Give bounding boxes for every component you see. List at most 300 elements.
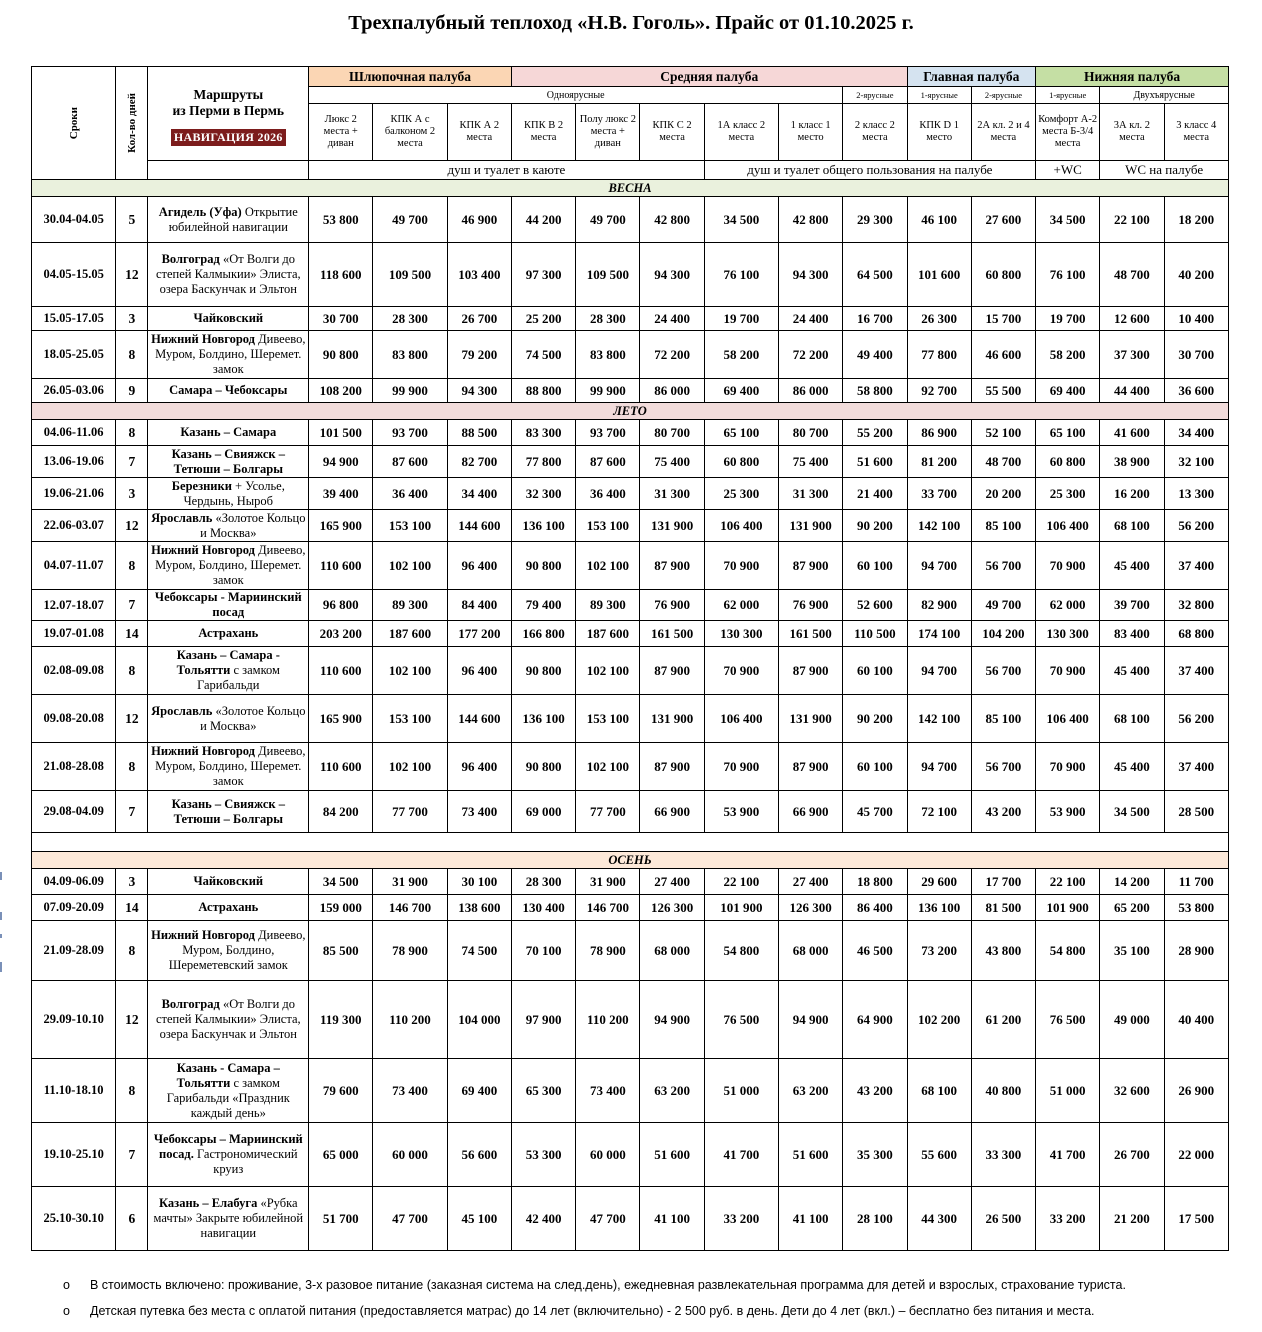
facilities-empty [148,161,309,180]
price-cell: 90 800 [511,542,575,590]
table-row [32,1059,1229,1123]
price-cell: 33 200 [1036,1187,1100,1251]
price-cell: 110 200 [373,981,447,1059]
cabin-class-header: КПК С 2 места [640,104,704,161]
price-cell: 61 200 [971,981,1035,1059]
price-cell: 84 400 [447,590,511,621]
price-cell: 102 100 [576,743,640,791]
price-cell: 87 600 [576,446,640,478]
price-cell: 35 100 [1100,921,1164,981]
price-cell: 58 800 [843,379,907,403]
price-cell: 130 300 [1036,621,1100,647]
price-cell: 88 500 [447,420,511,446]
price-cell: 60 000 [576,1123,640,1187]
price-cell: 53 800 [1164,895,1228,921]
price-cell: 102 200 [907,981,971,1059]
route-main: Волгоград [161,252,220,266]
price-cell: 41 600 [1100,420,1164,446]
price-cell: 90 200 [843,510,907,542]
price-cell: 26 900 [1164,1059,1228,1123]
price-cell: 136 100 [907,895,971,921]
price-cell: 37 400 [1164,542,1228,590]
price-cell: 131 900 [779,695,843,743]
page-title: Трехпалубный теплоход «Н.В. Гоголь». Прайс от 01.10.2025 г. [348,12,914,34]
price-cell: 136 100 [511,510,575,542]
route-details: Дивеево, Муром, Болдино, Шеремет. замок [155,744,306,788]
price-cell: 24 400 [779,307,843,331]
table-row [32,921,1229,981]
price-cell: 22 100 [704,869,778,895]
table-row [32,420,1229,446]
cruise-days: 9 [116,379,148,403]
cruise-days: 3 [116,869,148,895]
price-cell: 80 700 [779,420,843,446]
price-cell: 106 400 [1036,510,1100,542]
price-cell: 48 700 [1100,243,1164,307]
price-cell: 68 800 [1164,621,1228,647]
price-cell: 43 200 [971,791,1035,833]
price-cell: 42 800 [640,197,704,243]
price-cell: 94 300 [640,243,704,307]
price-table [31,66,1229,1251]
route-main: Березники [171,478,232,493]
price-cell: 63 200 [779,1059,843,1123]
price-cell: 80 700 [640,420,704,446]
price-cell: 64 900 [843,981,907,1059]
price-cell: 76 500 [704,981,778,1059]
price-cell: 27 400 [779,869,843,895]
price-cell: 65 300 [511,1059,575,1123]
table-row [32,647,1229,695]
price-cell: 73 400 [373,1059,447,1123]
deck-header-row [32,67,1229,87]
price-cell: 72 200 [779,331,843,379]
price-cell: 161 500 [640,621,704,647]
price-cell: 130 300 [704,621,778,647]
price-cell: 69 400 [447,1059,511,1123]
price-cell: 96 400 [447,743,511,791]
price-cell: 56 200 [1164,695,1228,743]
price-cell: 65 100 [704,420,778,446]
price-cell: 102 100 [373,743,447,791]
price-cell: 32 100 [1164,446,1228,478]
price-cell: 41 100 [640,1187,704,1251]
left-edge-marker [0,912,2,920]
route-main: Чайковский [193,311,264,325]
table-row [32,331,1229,379]
berth-group: 1-ярусные [907,87,971,104]
cruise-route [148,542,309,590]
price-cell: 51 600 [843,446,907,478]
cruise-route [148,695,309,743]
cruise-dates: 26.05-03.06 [32,379,116,403]
price-cell: 203 200 [309,621,373,647]
notes-list [63,1272,1126,1324]
price-cell: 44 200 [511,197,575,243]
cruise-dates: 02.08-09.08 [32,647,116,695]
price-cell: 130 400 [511,895,575,921]
price-cell: 39 400 [309,478,373,510]
cruise-dates: 22.06-03.07 [32,510,116,542]
cruise-route [148,1059,309,1123]
price-cell: 49 000 [1100,981,1164,1059]
route-main: Ярославль [151,510,213,525]
price-cell: 18 800 [843,869,907,895]
price-cell: 87 600 [373,446,447,478]
price-cell: 17 700 [971,869,1035,895]
price-cell: 10 400 [1164,307,1228,331]
price-cell: 92 700 [907,379,971,403]
cruise-route [148,243,309,307]
route-details: Дивеево, Муром, Болдино, Шереметевский замок [168,928,306,972]
price-cell: 56 700 [971,542,1035,590]
price-cell: 76 500 [1036,981,1100,1059]
price-cell: 106 400 [704,510,778,542]
price-cell: 29 600 [907,869,971,895]
price-cell: 159 000 [309,895,373,921]
price-cell: 110 500 [843,621,907,647]
price-cell: 77 700 [373,791,447,833]
price-cell: 146 700 [373,895,447,921]
price-cell: 79 400 [511,590,575,621]
cruise-dates: 29.09-10.10 [32,981,116,1059]
route-main: Нижний Новгород [151,543,256,557]
price-cell: 136 100 [511,695,575,743]
price-cell: 96 400 [447,647,511,695]
price-cell: 31 900 [576,869,640,895]
price-cell: 83 800 [576,331,640,379]
price-cell: 41 700 [1036,1123,1100,1187]
price-cell: 94 900 [309,446,373,478]
price-cell: 33 300 [971,1123,1035,1187]
price-cell: 90 800 [511,743,575,791]
price-cell: 65 100 [1036,420,1100,446]
price-cell: 46 500 [843,921,907,981]
price-cell: 16 700 [843,307,907,331]
price-cell: 44 400 [1100,379,1164,403]
price-cell: 51 700 [309,1187,373,1251]
price-cell: 70 900 [704,542,778,590]
price-cell: 28 300 [576,307,640,331]
price-cell: 165 900 [309,510,373,542]
price-cell: 94 900 [779,981,843,1059]
price-cell: 102 100 [373,542,447,590]
route-details: Дивеево, Муром, Болдино, Шеремет. замок [155,332,306,376]
price-cell: 47 700 [373,1187,447,1251]
price-cell: 106 400 [1036,695,1100,743]
cruise-dates: 25.10-30.10 [32,1187,116,1251]
price-cell: 82 700 [447,446,511,478]
season-label: ОСЕНЬ [32,852,1229,869]
spacer-row [32,833,1229,852]
route-details: «Золотое Кольцо и Москва» [200,703,306,733]
days-column-header: Кол-во дней [116,67,148,180]
deck-header-boat: Шлюпочная палуба [309,67,512,87]
cabin-class-header: КПК В 2 места [511,104,575,161]
facility-label: душ и туалет общего пользования на палубе [704,161,1035,180]
price-cell: 101 900 [1036,895,1100,921]
berth-group: Одноярусные [309,87,843,104]
price-cell: 72 200 [640,331,704,379]
price-cell: 94 700 [907,647,971,695]
price-cell: 28 500 [1164,791,1228,833]
bullet-icon: o [63,1278,70,1292]
price-cell: 68 000 [640,921,704,981]
price-cell: 21 200 [1100,1187,1164,1251]
price-cell: 62 000 [704,590,778,621]
table-row [32,510,1229,542]
price-cell: 83 800 [373,331,447,379]
price-cell: 52 100 [971,420,1035,446]
cruise-dates: 13.06-19.06 [32,446,116,478]
price-cell: 96 800 [309,590,373,621]
price-cell: 33 200 [704,1187,778,1251]
note-item: o Детская путевка без места с оплатой питания (предоставляется матрас) до 14 лет (включительно) - 2 500 руб. в день. Дети до 4 лет (вкл.) – бесплатно без питания и места. [63,1298,1126,1324]
price-cell: 60 100 [843,542,907,590]
price-cell: 55 500 [971,379,1035,403]
price-cell: 26 700 [1100,1123,1164,1187]
cruise-route [148,1123,309,1187]
cruise-days: 12 [116,981,148,1059]
price-cell: 78 900 [373,921,447,981]
season-row [32,180,1229,197]
deck-header-middle: Средняя палуба [511,67,907,87]
table-row [32,478,1229,510]
cruise-days: 14 [116,895,148,921]
price-cell: 86 000 [779,379,843,403]
price-cell: 70 900 [704,743,778,791]
price-cell: 177 200 [447,621,511,647]
price-cell: 153 100 [576,695,640,743]
price-cell: 49 700 [971,590,1035,621]
price-cell: 131 900 [640,695,704,743]
table-row [32,307,1229,331]
cabin-class-header: Полу люкс 2 места + диван [576,104,640,161]
price-cell: 89 300 [576,590,640,621]
berth-group: Двухъярусные [1100,87,1229,104]
price-cell: 56 200 [1164,510,1228,542]
table-row [32,542,1229,590]
price-cell: 126 300 [640,895,704,921]
price-cell: 28 300 [373,307,447,331]
price-cell: 60 100 [843,647,907,695]
price-cell: 73 400 [576,1059,640,1123]
price-cell: 76 900 [640,590,704,621]
price-cell: 65 200 [1100,895,1164,921]
cruise-dates: 19.06-21.06 [32,478,116,510]
price-cell: 40 800 [971,1059,1035,1123]
price-cell: 54 800 [704,921,778,981]
price-cell: 41 700 [704,1123,778,1187]
route-main: Астрахань [198,900,259,914]
cruise-days: 7 [116,1123,148,1187]
cruise-route [148,1187,309,1251]
price-cell: 34 500 [309,869,373,895]
deck-header-main: Главная палуба [907,67,1036,87]
cabin-class-header: 2А кл. 2 и 4 места [971,104,1035,161]
price-cell: 26 700 [447,307,511,331]
price-cell: 70 900 [704,647,778,695]
price-cell: 138 600 [447,895,511,921]
route-details: Открытие юбилейной навигации [168,204,298,234]
price-table-body [32,180,1229,1251]
price-cell: 45 400 [1100,542,1164,590]
price-cell: 46 600 [971,331,1035,379]
cruise-route [148,197,309,243]
price-cell: 60 000 [373,1123,447,1187]
price-cell: 35 300 [843,1123,907,1187]
spacer-cell [32,833,1229,852]
price-cell: 18 200 [1164,197,1228,243]
price-cell: 49 400 [843,331,907,379]
price-cell: 33 700 [907,478,971,510]
price-cell: 22 100 [1100,197,1164,243]
cruise-dates: 21.09-28.09 [32,921,116,981]
cabin-class-header: КПК А с балконом 2 места [373,104,447,161]
price-cell: 101 900 [704,895,778,921]
cabin-class-header: КПК D 1 место [907,104,971,161]
cruise-dates: 19.10-25.10 [32,1123,116,1187]
cruise-route [148,379,309,403]
price-cell: 53 900 [704,791,778,833]
price-cell: 54 800 [1036,921,1100,981]
price-cell: 86 400 [843,895,907,921]
route-main: Нижний Новгород [151,332,256,346]
price-cell: 144 600 [447,510,511,542]
route-details: «Золотое Кольцо и Москва» [200,510,306,540]
price-cell: 70 900 [1036,743,1100,791]
cruise-dates: 04.05-15.05 [32,243,116,307]
price-cell: 17 500 [1164,1187,1228,1251]
price-cell: 153 100 [576,510,640,542]
season-label: ВЕСНА [32,180,1229,197]
price-cell: 12 600 [1100,307,1164,331]
price-cell: 29 300 [843,197,907,243]
table-row [32,590,1229,621]
price-cell: 25 300 [1036,478,1100,510]
price-cell: 36 400 [373,478,447,510]
table-row [32,379,1229,403]
price-cell: 56 700 [971,647,1035,695]
price-cell: 25 200 [511,307,575,331]
route-main: Чайковский [193,874,264,888]
price-cell: 53 800 [309,197,373,243]
table-row [32,869,1229,895]
price-cell: 103 400 [447,243,511,307]
price-cell: 97 300 [511,243,575,307]
cruise-route [148,331,309,379]
price-cell: 108 200 [309,379,373,403]
route-main: Казань – Свияжск – Тетюши – Болгары [171,446,286,476]
price-cell: 42 400 [511,1187,575,1251]
cruise-days: 8 [116,542,148,590]
cruise-days: 8 [116,331,148,379]
left-edge-marker [0,962,2,972]
price-cell: 85 100 [971,510,1035,542]
price-cell: 30 700 [309,307,373,331]
price-cell: 74 500 [447,921,511,981]
price-cell: 45 400 [1100,647,1164,695]
route-main: Чебоксары - Мариинский посад [154,590,302,619]
price-cell: 32 300 [511,478,575,510]
price-cell: 66 900 [779,791,843,833]
route-main: Нижний Новгород [151,928,256,942]
cabin-class-header: 1 класс 1 место [779,104,843,161]
price-cell: 51 000 [704,1059,778,1123]
table-row [32,981,1229,1059]
price-cell: 31 300 [640,478,704,510]
left-edge-marker [0,934,2,938]
price-cell: 94 300 [779,243,843,307]
price-cell: 109 500 [576,243,640,307]
cruise-days: 12 [116,695,148,743]
price-cell: 51 600 [640,1123,704,1187]
table-row [32,895,1229,921]
route-details: с замком Гарибальди [197,663,280,692]
price-cell: 22 100 [1036,869,1100,895]
price-cell: 94 300 [447,379,511,403]
route-details: Дивеево, Муром, Болдино, Шеремет. замок [155,543,306,587]
table-row [32,243,1229,307]
price-cell: 131 900 [640,510,704,542]
cruise-days: 6 [116,1187,148,1251]
price-cell: 106 400 [704,695,778,743]
price-cell: 187 600 [576,621,640,647]
price-cell: 56 600 [447,1123,511,1187]
price-cell: 96 400 [447,542,511,590]
cruise-days: 3 [116,307,148,331]
price-cell: 37 400 [1164,743,1228,791]
cruise-route [148,791,309,833]
price-cell: 82 900 [907,590,971,621]
cruise-dates: 29.08-04.09 [32,791,116,833]
price-cell: 87 900 [779,542,843,590]
price-cell: 34 400 [1164,420,1228,446]
price-cell: 73 200 [907,921,971,981]
cruise-dates: 12.07-18.07 [32,590,116,621]
table-row [32,621,1229,647]
navigation-badge: НАВИГАЦИЯ 2026 [171,129,286,146]
price-cell: 70 900 [1036,542,1100,590]
price-cell: 83 300 [511,420,575,446]
price-cell: 31 900 [373,869,447,895]
price-cell: 166 800 [511,621,575,647]
price-cell: 26 300 [907,307,971,331]
cruise-dates: 18.05-25.05 [32,331,116,379]
cruise-dates: 15.05-17.05 [32,307,116,331]
cruise-days: 7 [116,590,148,621]
cruise-route [148,478,309,510]
price-cell: 55 600 [907,1123,971,1187]
route-main: Ярославль [151,703,213,718]
cruise-route [148,921,309,981]
price-cell: 53 300 [511,1123,575,1187]
route-details: «От Волги до степей Калмыкии» Элиста, озера Баскунчак и Эльтон [155,252,301,296]
cruise-days: 8 [116,743,148,791]
cruise-dates: 19.07-01.08 [32,621,116,647]
price-cell: 119 300 [309,981,373,1059]
price-cell: 45 100 [447,1187,511,1251]
price-cell: 28 900 [1164,921,1228,981]
price-cell: 77 800 [511,446,575,478]
price-cell: 65 000 [309,1123,373,1187]
route-details: «Рубка мачты» Закрыте юбилейной навигации [153,1196,304,1240]
price-cell: 34 500 [704,197,778,243]
season-row [32,403,1229,420]
price-cell: 43 200 [843,1059,907,1123]
price-cell: 32 800 [1164,590,1228,621]
price-cell: 93 700 [373,420,447,446]
